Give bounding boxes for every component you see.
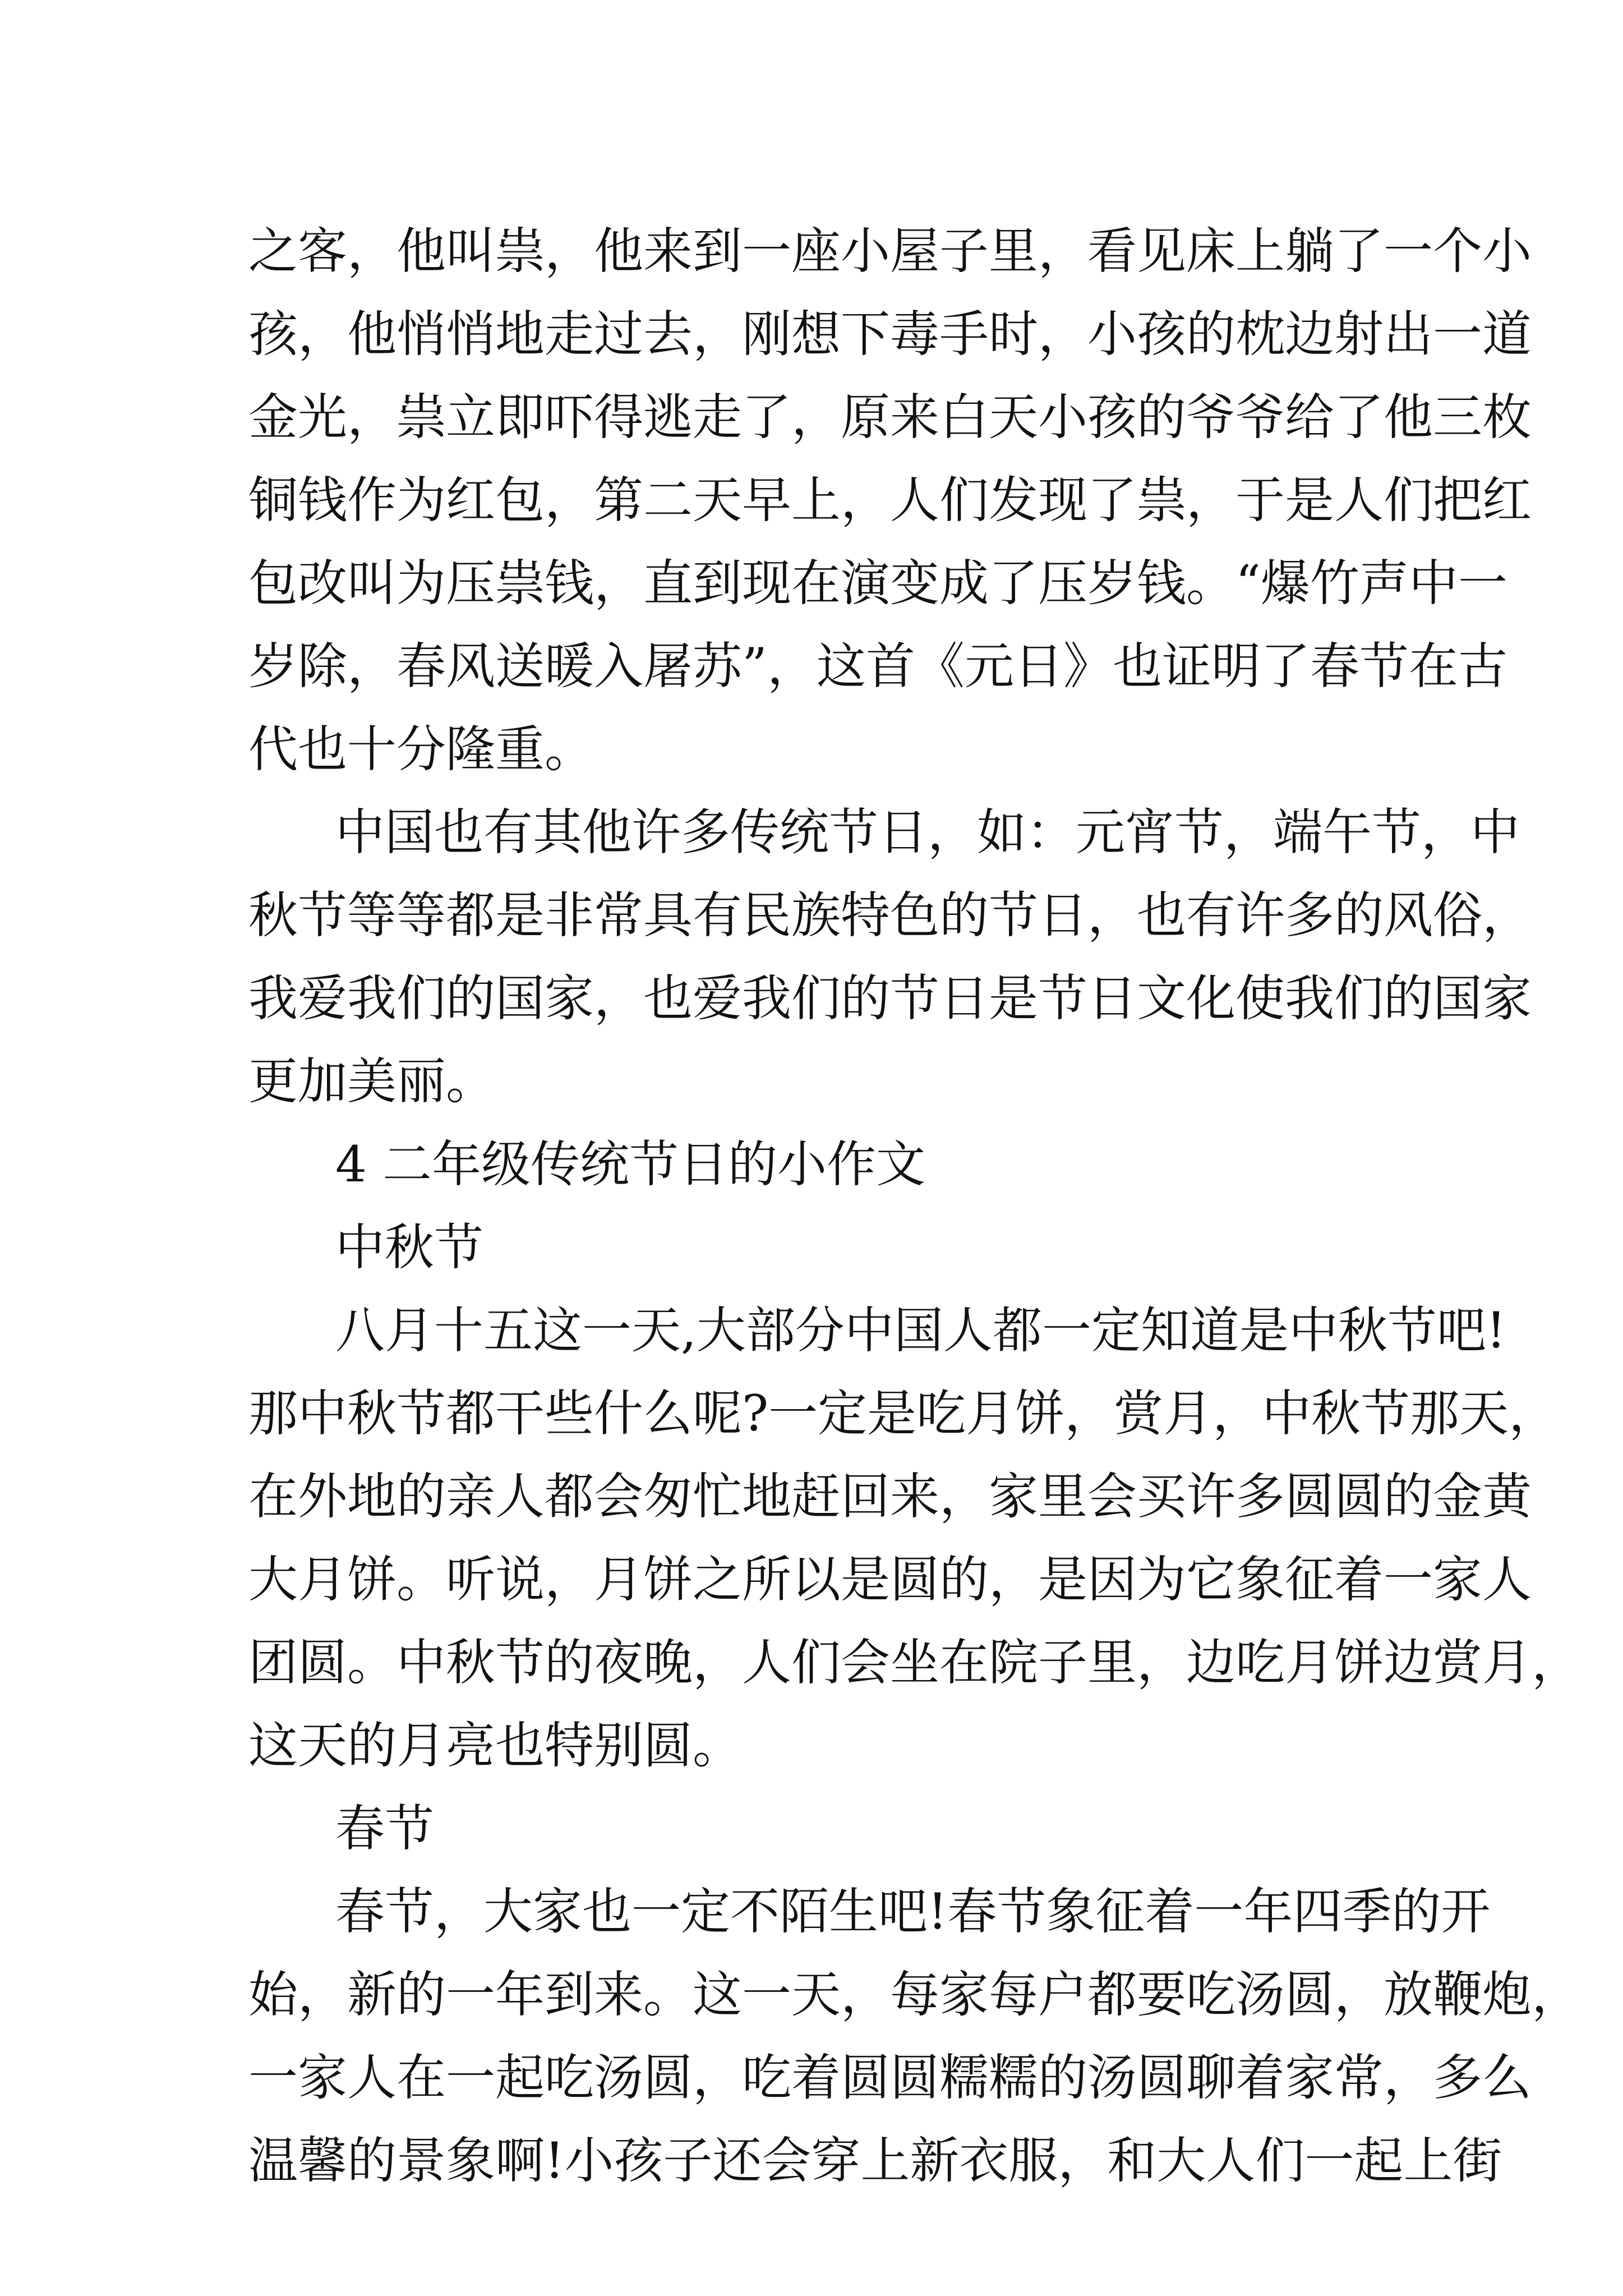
paragraph-start-line: 中国也有其他许多传统节日，如：元宵节，端午节，中 (335, 803, 1520, 861)
text-line: 团圆。中秋节的夜晚，人们会坐在院子里，边吃月饼边赏月， (248, 1634, 1581, 1691)
text-line: 我爱我们的国家，也爱我们的节日是节日文化使我们的国家 (248, 969, 1532, 1027)
text-line: 温馨的景象啊!小孩子还会穿上新衣服，和大人们一起上街 (248, 2132, 1502, 2189)
text-line: 那中秋节都干些什么呢?一定是吃月饼，赏月，中秋节那天， (248, 1384, 1559, 1442)
text-line: 金光，祟立即吓得逃走了，原来白天小孩的爷爷给了他三枚 (248, 388, 1532, 446)
text-line: 更加美丽。 (248, 1052, 496, 1110)
paragraph-start-line: 八月十五这一天,大部分中国人都一定知道是中秋节吧! (335, 1301, 1506, 1359)
text-line: 秋节等等都是非常具有民族特色的节日，也有许多的风俗， (248, 886, 1532, 944)
text-line: 代也十分隆重。 (248, 720, 594, 778)
subheading: 中秋节 (335, 1218, 484, 1276)
subheading: 春节 (335, 1800, 435, 1857)
text-line: 之客，他叫祟，他来到一座小屋子里，看见床上躺了一个小 (248, 222, 1532, 280)
document-body (248, 210, 1581, 2202)
text-line: 孩，他悄悄地走过去，刚想下毒手时，小孩的枕边射出一道 (248, 305, 1532, 363)
text-line: 铜钱作为红包，第二天早上，人们发现了祟，于是人们把红 (248, 471, 1532, 529)
text-line: 一家人在一起吃汤圆，吃着圆圆糯糯的汤圆聊着家常，多么 (248, 2049, 1532, 2106)
text-line: 大月饼。听说，月饼之所以是圆的，是因为它象征着一家人 (248, 1550, 1532, 1608)
text-line: 在外地的亲人都会匆忙地赶回来，家里会买许多圆圆的金黄 (248, 1467, 1532, 1525)
paragraph-start-line: 春节，大家也一定不陌生吧!春节象征着一年四季的开 (335, 1883, 1491, 1940)
text-line: 这天的月亮也特别圆。 (248, 1717, 743, 1774)
text-line: 岁除，春风送暖入屠苏”，这首《元日》也证明了春节在古 (248, 637, 1507, 695)
text-line: 包改叫为压祟钱，直到现在演变成了压岁钱。“爆竹声中一 (248, 554, 1507, 612)
text-line: 始，新的一年到来。这一天，每家每户都要吃汤圆，放鞭炮， (248, 1966, 1581, 2023)
section-heading: 4 二年级传统节日的小作文 (335, 1135, 925, 1193)
